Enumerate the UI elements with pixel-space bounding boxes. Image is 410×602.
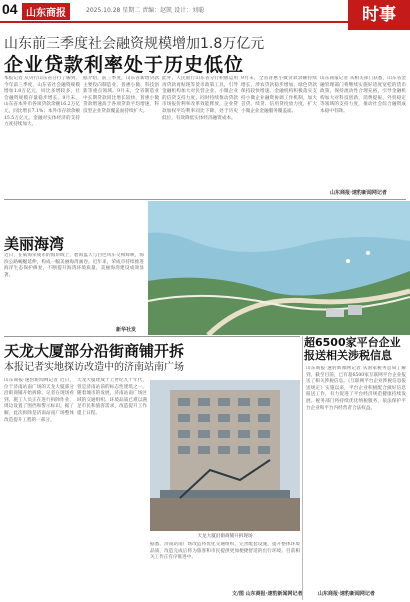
- divider: [4, 199, 406, 200]
- article3-headline: 天龙大厦部分沿街商铺开拆: [4, 342, 185, 360]
- article1-subtitle: 山东前三季度社会融资规模增加1.8万亿元: [4, 36, 265, 52]
- article4-headline: 超6500家平台企业 报送相关涉税信息: [304, 336, 401, 362]
- photo-credit: 新华社发: [116, 327, 137, 333]
- article1-column: 山东商报记者 从相关部门获悉，山东省金融管理部门将继续实施好适度宽松的货币政策，保持流动性合理充裕，引导金融机构加大对科技创新、消费提振、外贸稳定等领域的支持力度，推动社会综合融资成本稳中有降。: [320, 76, 406, 114]
- building-demolition-photo: [150, 380, 300, 531]
- coastal-aerial-photo: [148, 201, 410, 335]
- article3-column: 山东商报·速豹新闻网记者 近日，位于济南站南广场的天龙大厦部分沿街商铺开始拆除。记者在现场看到，施工人员正在进行拆除作业，周边设置了围挡和警示标识。据了解，此次拆除是济南站南广场整体改造提升工程的一部分。: [4, 378, 74, 423]
- page-number: 04: [2, 1, 18, 17]
- article3-column: 据悉，济南站南广场改造将优化交通组织，完善配套设施，提升整体环境品质，改造完成后将为旅客和市民提供更加便捷舒适的出行环境。目前相关工作正有序推进中。: [150, 542, 300, 561]
- article1-column: 此外，人民银行山东省分行积极运用再贷款再贴现等货币政策工具，引导金融机构加大对民营企业、小微企业的信贷支持力度。同时持续推动贷款市场报价利率改革效能释放，企业贷款加权平均利率同比下降，处于历史低位，有效降低实体经济融资成本。: [162, 76, 238, 121]
- section-name: 山东商报: [22, 3, 70, 20]
- section-tag: 时事: [348, 0, 410, 30]
- article3-column: 天龙大厦建成于上世纪九十年代，曾是济南站前的标志性建筑之一。随着城市的发展，济南站南广场区域的交通组织、环境品质已难以满足市民和旅客需求，改造提升工作提上日程。: [77, 378, 147, 416]
- article4-body: 山东商报·速豹新闻网记者 从国家税务总局了解到，截至目前，已有超6500家互联网平台企业报送了相关涉税信息。《互联网平台企业涉税信息报送规定》实施以来，平台企业积极配合做好信息报送工作，有力促进了平台经济规范健康持续发展。税务部门将持续优化纳税服务，依法保护平台企业和平台内经营者合法权益。: [306, 366, 406, 411]
- article1-column: 本报记者 从央行山东省分行了解到，今年前三季度，山东省社会融资规模增加1.8万亿元，同比多增较多，社会融资规模存量稳步增长。9月末，山东省本外币各项贷款余额16.2万亿元，同比增长7.1%；本外币存款余额15.5万亿元。金融对实体经济的支持力度持续加大。: [4, 76, 80, 128]
- column-separator: [302, 336, 303, 600]
- article2-headline: 美丽海湾: [4, 235, 65, 253]
- article4-author: 山东商报·速豹新闻网记者: [318, 591, 375, 597]
- article3-subtitle: 本报记者实地探访改造中的济南站南广场: [4, 362, 184, 373]
- photo-caption: 天龙大厦沿街商铺开拆现场: [197, 534, 253, 539]
- divider: [4, 336, 300, 337]
- dateline: 2025.10.28 星期二 责编：赵凯 设计：刘聪: [86, 7, 205, 14]
- article2-body: 近日，在威海荣成市的海岸线上，碧海蓝天与白色风车交相辉映，海滨公路蜿蜒延伸，构成一幅美丽海湾画卷。近年来，荣成市持续推进海洋生态保护修复，不断提升海湾环境质量，美丽海湾建设成效显著。: [4, 253, 144, 278]
- article1-headline: 企业贷款利率处于历史低位: [4, 54, 245, 76]
- article1-author: 山东商报·速豹新闻网记者: [330, 190, 387, 196]
- article3-author: 文/图 山东商报·速豹新闻网记者: [232, 591, 303, 597]
- article1-column: 9月末，全省普惠小微贷款余额持续增长，涉农贷款稳步增加，绿色贷款保持较快增速。金融机构积极落实支持小微企业融资协调工作机制，加大首贷、续贷、信用贷投放力度，扩大小微企业金融服务覆盖面。: [241, 76, 317, 114]
- article1-column: 据介绍，前三季度，山东省新增贷款主要投向制造业、普惠小微、科技创新等重点领域。9月末，全省制造业中长期贷款同比增长较快，普惠小微贷款增速高于各项贷款平均增速，科技型企业贷款覆盖面持续扩大。: [83, 76, 159, 114]
